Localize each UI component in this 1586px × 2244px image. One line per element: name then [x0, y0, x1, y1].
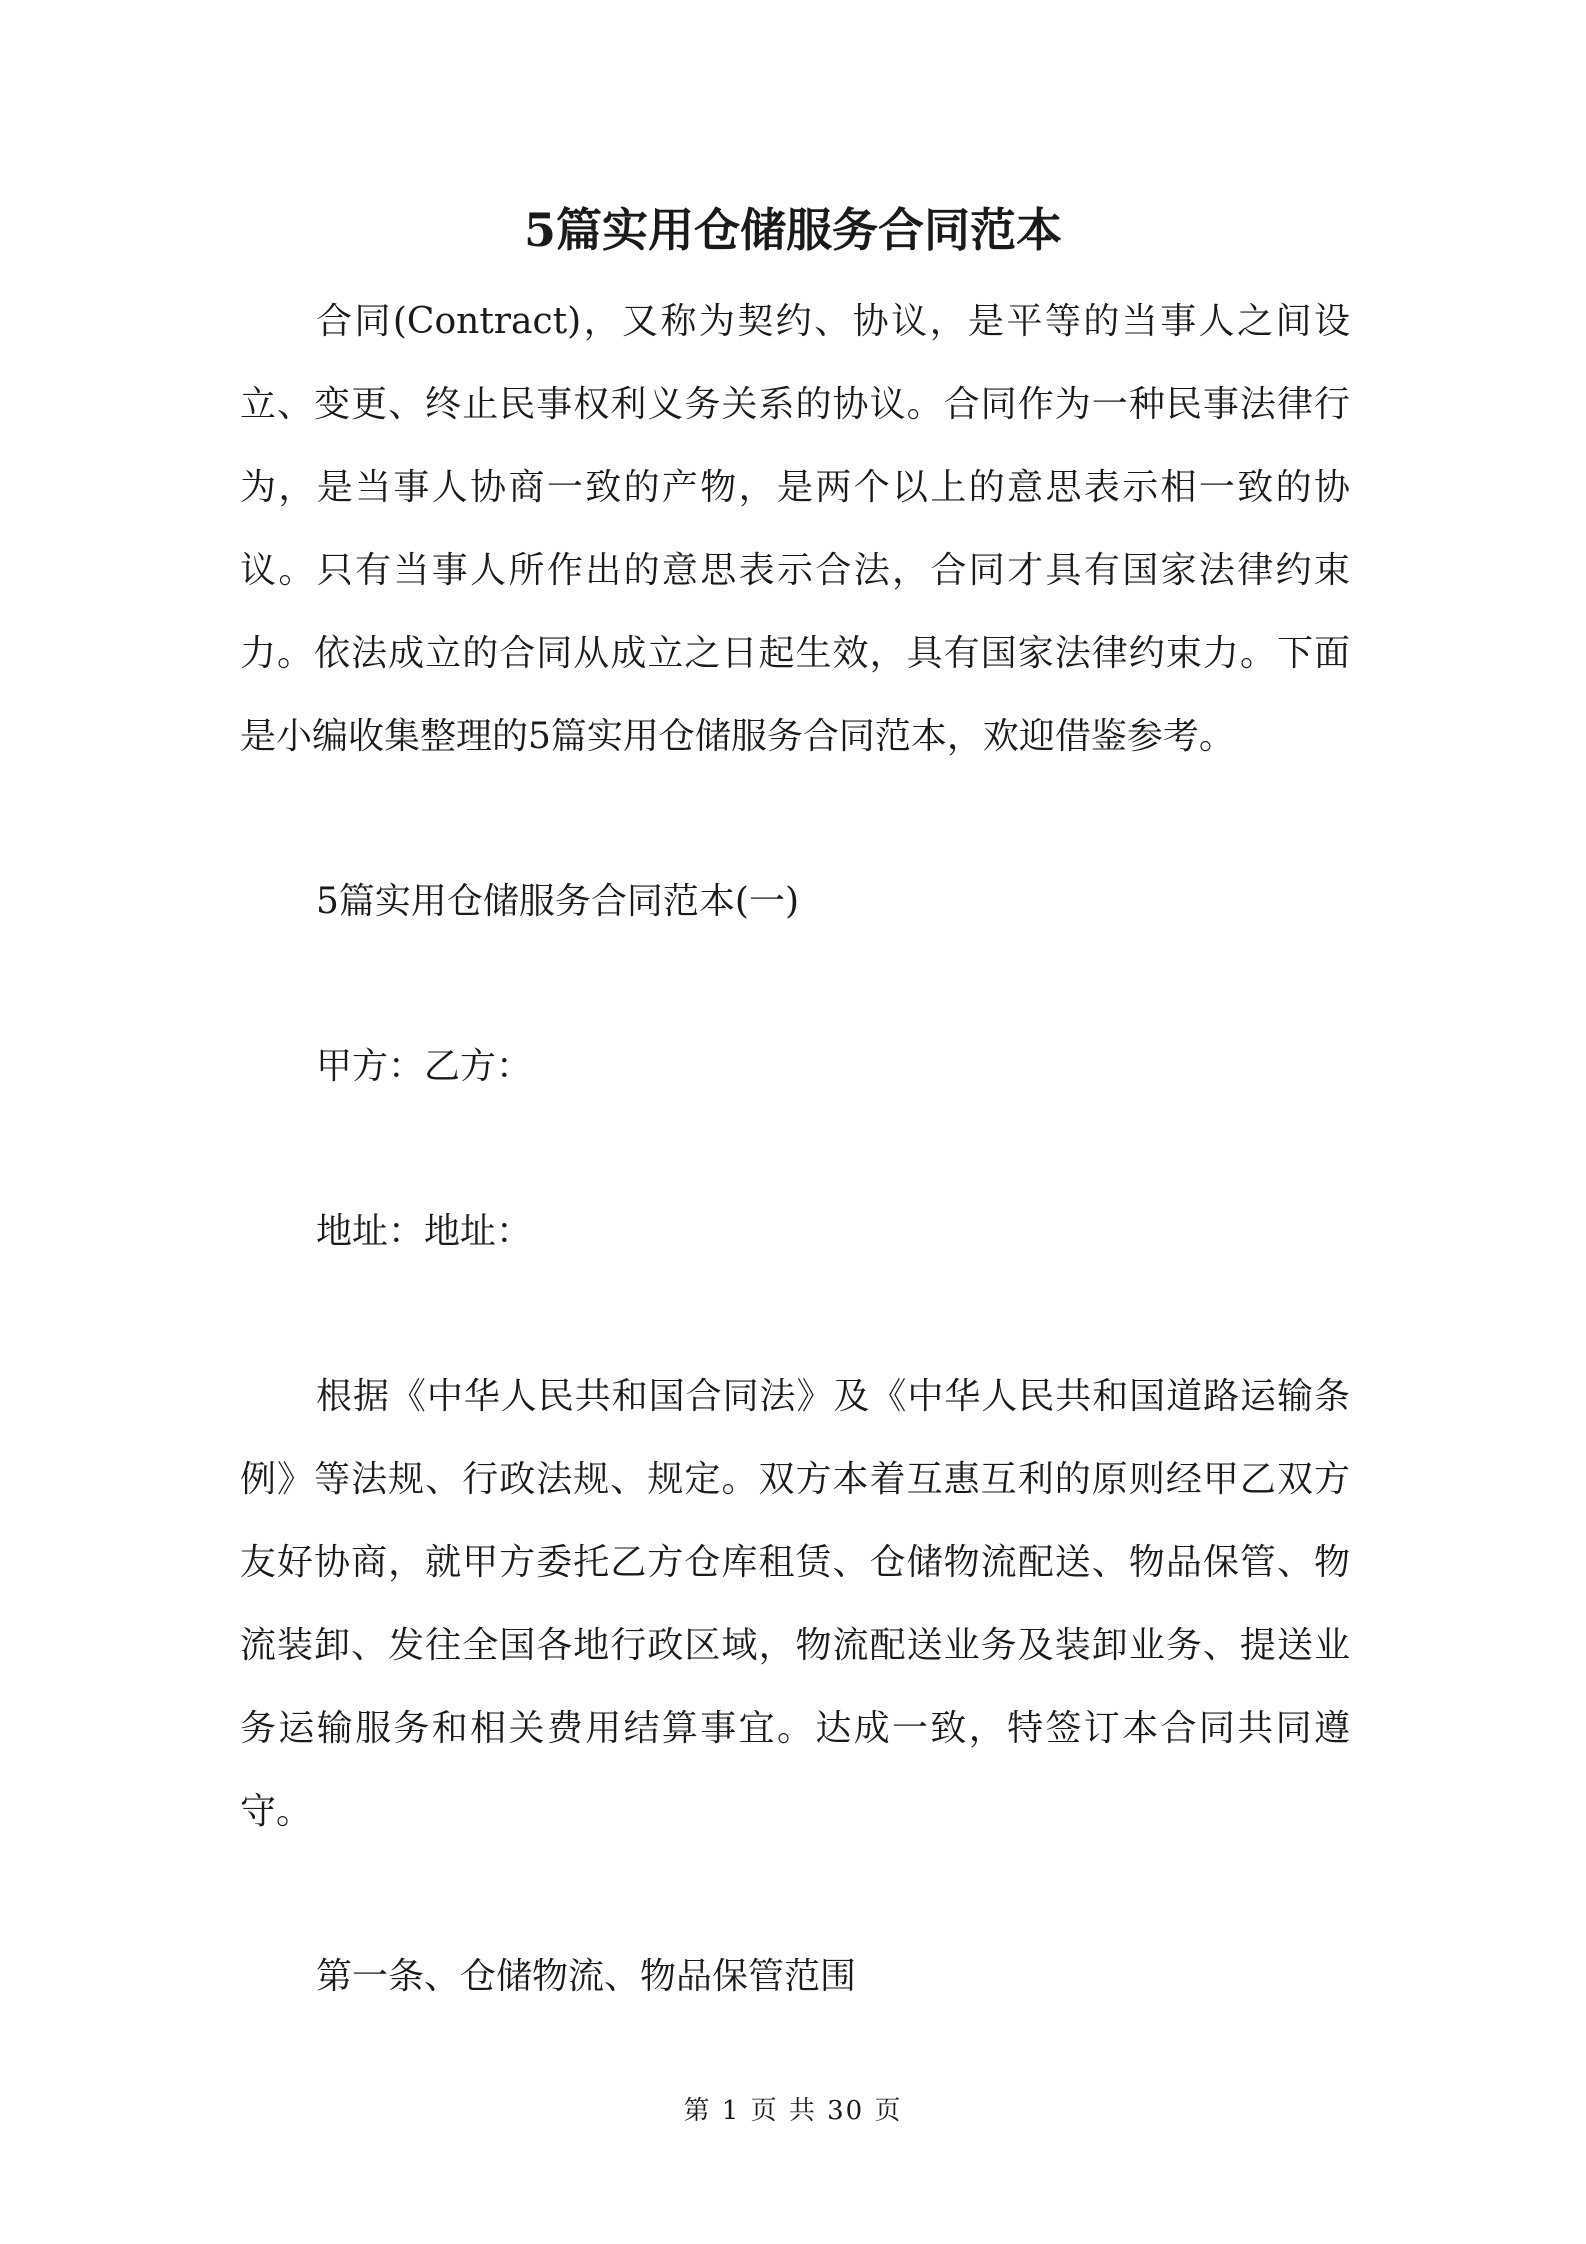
document-title: 5篇实用仓储服务合同范本	[523, 203, 1062, 257]
preamble-paragraph: 根据《中华人民共和国合同法》及《中华人民共和国道路运输条例》等法规、行政法规、规定。双方本着互惠互利的原则经甲乙双方友好协商，就甲方委托乙方仓库租赁、仓储物流配送、物品保管、物流装卸、发往全国各地行政区域，物流配送业务及装卸业务、提送业务运输服务和相关费用结算事宜。达成一致，特签订本合同共同遵守。	[240, 1376, 1350, 1832]
section-heading: 5篇实用仓储服务合同范本(一)	[316, 881, 799, 922]
article-one-heading: 第一条、仓储物流、物品保管范围	[316, 1956, 857, 1997]
intro-paragraph: 合同(Contract)，又称为契约、协议，是平等的当事人之间设立、变更、终止民事权利义务关系的协议。合同作为一种民事法律行为，是当事人协商一致的产物，是两个以上的意思表示相一致的协议。只有当事人所作出的意思表示合法，合同才具有国家法律约束力。依法成立的合同从成立之日起生效，具有国家法律约束力。下面是小编收集整理的5篇实用仓储服务合同范本，欢迎借鉴参考。	[240, 301, 1350, 757]
address-line: 地址：地址：	[316, 1211, 533, 1252]
document-body	[240, 280, 1350, 2018]
page-footer: 第 1 页 共 30 页	[683, 2096, 903, 2126]
parties-line: 甲方：乙方：	[316, 1046, 533, 1087]
